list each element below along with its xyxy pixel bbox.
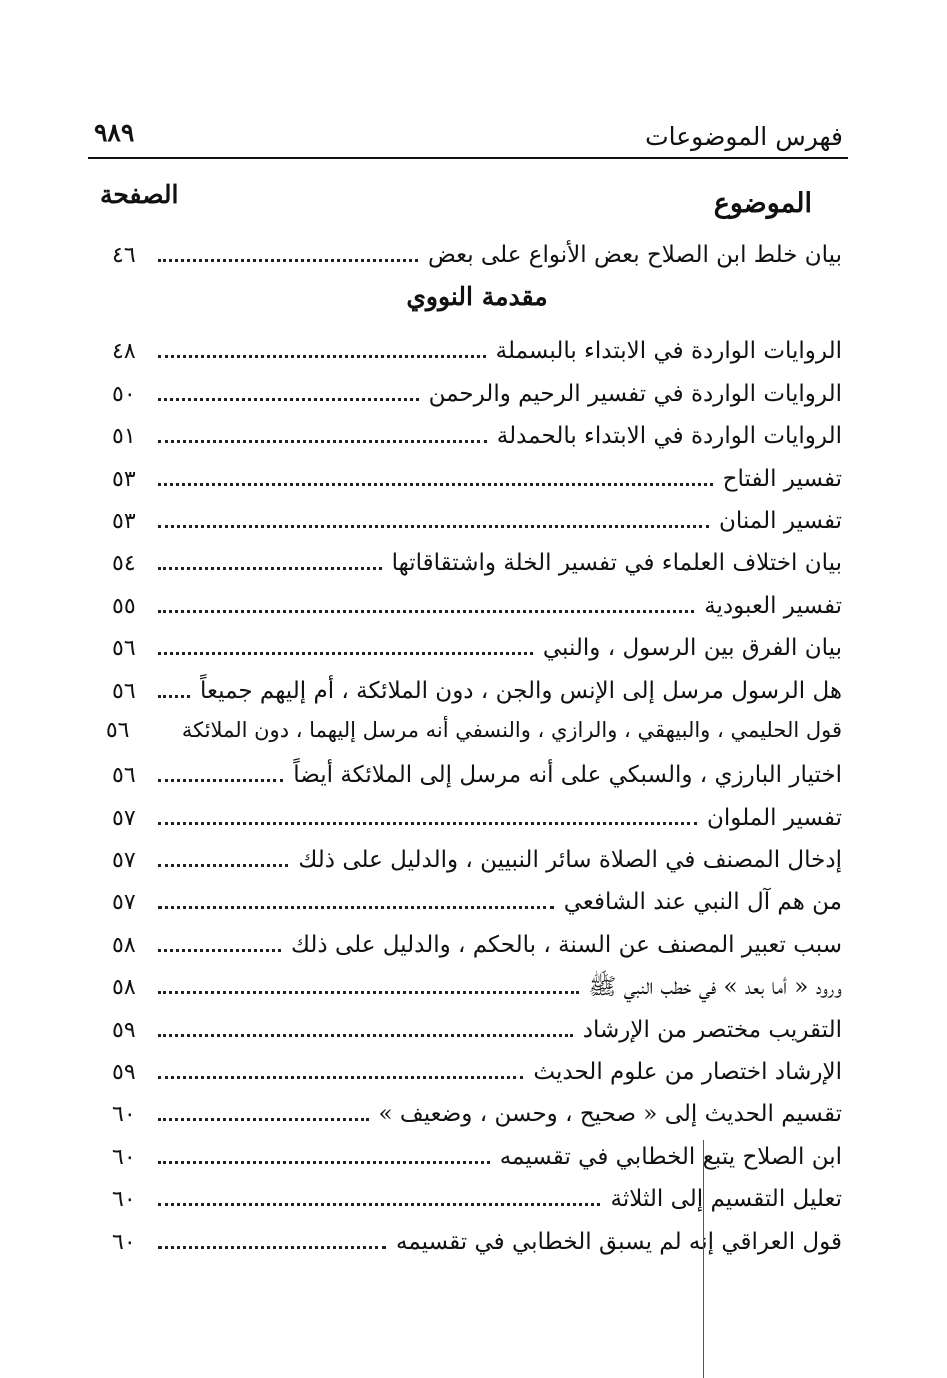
- dot-leader: [158, 926, 281, 952]
- toc-entry-title: تفسير الفتاح: [722, 465, 842, 492]
- toc-entry-title: الإرشاد اختصار من علوم الحديث: [533, 1059, 842, 1086]
- dot-leader: [158, 1223, 386, 1249]
- table-of-contents: [105, 236, 842, 1265]
- toc-entry-page: ٥٣: [112, 508, 136, 534]
- toc-entry-page: ٦٠: [112, 1229, 136, 1255]
- toc-entry-page: ٥٦: [105, 717, 130, 743]
- toc-entry: [112, 629, 842, 671]
- dot-leader: [158, 1011, 573, 1037]
- dot-leader: [158, 799, 697, 825]
- toc-entry-page: ٦٠: [112, 1102, 136, 1128]
- toc-entry: [112, 417, 842, 459]
- toc-entry-page: ٥٦: [112, 763, 136, 789]
- toc-entry: [112, 926, 842, 968]
- toc-entry-page: ٥٨: [112, 975, 136, 1001]
- toc-entry-page: ٥٩: [112, 1060, 136, 1086]
- toc-entry-title: تفسير المنان: [718, 507, 842, 534]
- toc-entry-title: سبب تعبير المصنف عن السنة ، بالحكم ، والدليل على ذلك: [291, 931, 842, 958]
- toc-entry-title: بيان اختلاف العلماء في تفسير الخلة واشتقاقاتها: [391, 550, 842, 577]
- dot-leader: [158, 236, 418, 262]
- running-title: فهرس الموضوعات: [645, 122, 843, 151]
- toc-entry-page: ٥٠: [112, 381, 136, 407]
- dot-leader: [158, 460, 713, 486]
- toc-entry-title: قول العراقي إنه لم يسبق الخطابي في تقسيمه: [396, 1228, 842, 1255]
- toc-entry-title: ورود « أما بعد » في خطب النبي ﷺ: [588, 974, 842, 1001]
- toc-entry-title: قول الحليمي ، والبيهقي ، والرازي ، والنسفي أنه مرسل إليهما ، دون الملائكة: [181, 717, 842, 742]
- toc-entry: [112, 332, 842, 374]
- toc-entry-page: ٥٤: [112, 551, 136, 577]
- toc-entry-title: إدخال المصنف في الصلاة سائر النبيين ، والدليل على ذلك: [298, 847, 842, 874]
- toc-entry: [112, 587, 842, 629]
- toc-entry-page: ٥٧: [112, 848, 136, 874]
- dot-leader: [158, 502, 709, 528]
- toc-entry-title: بيان خلط ابن الصلاح بعض الأنواع على بعض: [427, 242, 842, 268]
- dot-leader: [152, 714, 172, 737]
- toc-entry-page: ٥٨: [112, 932, 136, 958]
- dot-leader: [158, 841, 288, 867]
- dot-leader: [158, 1138, 490, 1164]
- toc-entry-title: اختيار البارزي ، والسبكي على أنه مرسل إلى الملائكة أيضاً: [293, 762, 842, 789]
- toc-entry-page: ٥٣: [112, 466, 136, 492]
- dot-leader: [158, 417, 487, 443]
- dot-leader: [158, 1095, 369, 1121]
- toc-entry-page: ٥٥: [112, 593, 136, 619]
- toc-entry: [112, 1095, 842, 1137]
- toc-entry-page: ٤٨: [112, 339, 136, 365]
- toc-entry: [112, 1138, 842, 1180]
- toc-entry: [112, 968, 842, 1010]
- dot-leader: [158, 672, 190, 698]
- dot-leader: [158, 1180, 600, 1206]
- toc-entry: [112, 1223, 842, 1265]
- toc-entry: [112, 756, 842, 798]
- toc-entry-page: ٥١: [112, 424, 136, 450]
- toc-entry-title: تعليل التقسيم إلى الثلاثة: [610, 1186, 842, 1213]
- section-heading: مقدمة النووي: [406, 282, 548, 312]
- header-rule: [88, 157, 848, 159]
- toc-entry-title: الروايات الواردة في تفسير الرحيم والرحمن: [428, 380, 842, 407]
- dot-leader: [158, 332, 486, 358]
- toc-entry-page: ٦٠: [112, 1187, 136, 1213]
- toc-entry-page: ٥٧: [112, 890, 136, 916]
- dot-leader: [158, 883, 554, 909]
- toc-entry-title: الروايات الواردة في الابتداء بالبسملة: [495, 338, 842, 365]
- toc-entry-title: الروايات الواردة في الابتداء بالحمدلة: [496, 423, 842, 450]
- toc-entry: [112, 544, 842, 586]
- toc-entry: [112, 1053, 842, 1095]
- toc-entry: [112, 236, 842, 278]
- toc-entry-page: ٥٦: [112, 678, 136, 704]
- toc-entry-page: ٥٩: [112, 1017, 136, 1043]
- column-heading-topic: الموضوع: [713, 188, 812, 219]
- toc-entry: [112, 502, 842, 544]
- toc-entry-title: هل الرسول مرسل إلى الإنس والجن ، دون الملائكة ، أم إليهم جميعاً: [200, 677, 842, 704]
- dot-leader: [158, 587, 694, 613]
- dot-leader: [158, 375, 419, 401]
- toc-entry: [112, 460, 842, 502]
- toc-entry-title: من هم آل النبي عند الشافعي: [563, 889, 842, 916]
- toc-entry-title: تفسير الملوان: [707, 804, 842, 831]
- toc-entry: [112, 841, 842, 883]
- toc-entry: [112, 375, 842, 417]
- toc-entry-title: التقريب مختصر من الإرشاد: [582, 1016, 842, 1043]
- dot-leader: [158, 544, 382, 570]
- toc-entry: [112, 799, 842, 841]
- page-crease-line: [703, 1140, 704, 1378]
- toc-entry-title: تفسير العبودية: [704, 592, 842, 619]
- dot-leader: [158, 756, 283, 782]
- toc-entry-page: ٦٠: [112, 1144, 136, 1170]
- column-heading-page: الصفحة: [100, 180, 179, 209]
- toc-entry: [112, 672, 842, 714]
- toc-entry-title: تقسيم الحديث إلى « صحيح ، وحسن ، وضعيف »: [378, 1101, 842, 1128]
- toc-entry-title: ابن الصلاح يتبع الخطابي في تقسيمه: [499, 1143, 842, 1170]
- toc-entry: [112, 883, 842, 925]
- toc-entry: [112, 1180, 842, 1222]
- dot-leader: [158, 968, 579, 994]
- dot-leader: [158, 1053, 523, 1079]
- dot-leader: [158, 629, 533, 655]
- toc-entry-page: ٤٦: [112, 243, 136, 268]
- toc-entry: [112, 1011, 842, 1053]
- toc-entry-page: ٥٦: [112, 636, 136, 662]
- toc-entry: [105, 714, 842, 756]
- toc-entry-title: بيان الفرق بين الرسول ، والنبي: [542, 635, 842, 662]
- page-number: ٩٨٩: [94, 118, 135, 147]
- toc-entry-page: ٥٧: [112, 805, 136, 831]
